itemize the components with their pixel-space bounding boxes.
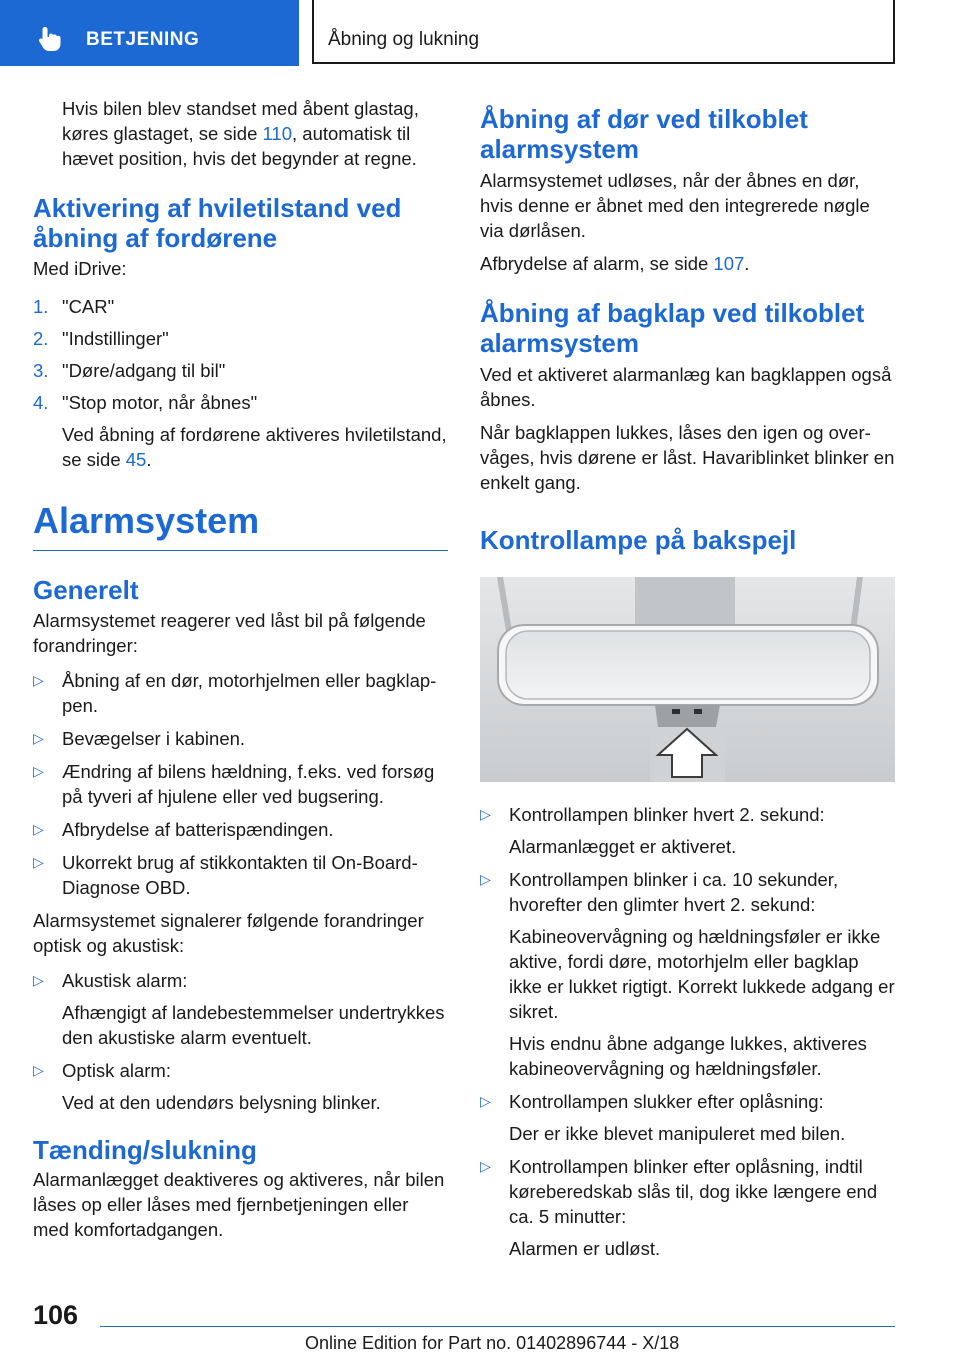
section-header (312, 0, 895, 64)
triangle-right-icon: ▷ (480, 806, 491, 822)
page-link[interactable]: 45 (125, 449, 147, 470)
triangle-right-icon: ▷ (33, 1062, 44, 1078)
list-item: ▷ Akustisk alarm: Afhængigt af landebestemmelser undertrykkes den akustiske alarm eventuelt. (33, 970, 445, 1048)
chapter-label: BETJENING (86, 29, 200, 50)
list-item: ▷ Kontrollampen blinker i ca. 10 sekunder, hvorefter den glimter hvert 2. sekund: Kabineovervågning og hældningsføler er ikke aktive, fordi døre, motorhjelm eller bagklap ikke er lukket rigtigt. Korrekt lukkede adgang er sikret. Hvis endnu åbne adgange lukkes, aktiveres kabineovervågning og hældningsføler. (480, 869, 895, 1079)
hvile-heading: Aktivering af hviletilstand ved åbning af fordørene (33, 193, 402, 253)
door-text: Alarmsystemet udløses, når der åbnes en dør, hvis denne er åbnet med den integrerede nøgle via dørlåsen. (480, 170, 870, 241)
signal-text: Alarmsystemet signalerer følgende forandringer optisk og akustisk: (33, 910, 424, 956)
page-link[interactable]: 110 (262, 123, 293, 144)
list-item: ▷ Ændring af bilens hældning, f.eks. ved forsøg på tyveri af hjulene eller ved bugsering. (33, 761, 435, 807)
taending-text: Alarmanlægget deaktiveres og aktiveres, når bilen låses op eller låses med fjernbetjeningen eller med komfortadgangen. (33, 1169, 445, 1240)
triangle-right-icon: ▷ (480, 1158, 491, 1174)
generelt-text: Alarmsystemet reagerer ved låst bil på følgende forandringer: (33, 610, 426, 656)
lamp-heading: Kontrollampe på bakspejl (480, 525, 797, 555)
left-column (33, 96, 448, 1250)
chapter-tab[interactable] (0, 0, 299, 66)
bagklap-text-2: Når bagklappen lukkes, låses den igen og overvåges, hvis dørene er låst. Havariblinket blinker en enkelt gang. (480, 422, 895, 493)
list-item: 2. "Indstillinger" (33, 328, 169, 349)
idrive-label: Med iDrive: (33, 258, 127, 279)
triangle-right-icon: ▷ (33, 972, 44, 988)
triangle-right-icon: ▷ (33, 730, 44, 746)
list-item: 1. "CAR" (33, 296, 115, 317)
door-heading: Åbning af dør ved tilkoblet alarmsystem (480, 104, 808, 164)
change-list (33, 668, 448, 900)
list-item: ▷ Afbrydelse af batterispændingen. (33, 819, 334, 840)
list-item: ▷ Ukorrekt brug af stikkontakten til On-Board-Diagnose OBD. (33, 852, 418, 898)
right-column (480, 104, 895, 1269)
signal-list (33, 968, 448, 1115)
list-item: ▷ Kontrollampen slukker efter oplåsning: Der er ikke blevet manipuleret med bilen. (480, 1091, 846, 1144)
list-item: 3. "Døre/adgang til bil" (33, 360, 226, 381)
heading-rule (33, 550, 448, 551)
list-item: ▷ Åbning af en dør, motorhjelmen eller bagklappen. (33, 670, 437, 716)
door-ref: Afbrydelse af alarm, se side 107. (480, 253, 750, 274)
triangle-right-icon: ▷ (33, 821, 44, 837)
list-item: 4. "Stop motor, når åbnes" Ved åbning af fordørene aktiveres hviletilstand, se side 45. (33, 392, 447, 470)
page-number: 106 (33, 1300, 79, 1330)
bagklap-text-1: Ved et aktiveret alarmanlæg kan bagklappen også åbnes. (480, 364, 892, 410)
generelt-heading: Generelt (33, 575, 139, 605)
list-item: ▷ Kontrollampen blinker efter oplåsning, indtil køreberedskab slås til, dog ikke længere end ca. 5 minutter: Alarmen er udløst. (480, 1156, 878, 1259)
list-item: ▷ Optisk alarm: Ved at den udendørs belysning blinker. (33, 1060, 381, 1113)
triangle-right-icon: ▷ (480, 871, 491, 887)
lamp-list (480, 802, 895, 1261)
footer-edition: Online Edition for Part no. 01402896744 - X/18 (305, 1333, 680, 1353)
triangle-right-icon: ▷ (480, 1093, 491, 1109)
footer-rule (100, 1326, 895, 1327)
page-link[interactable]: 107 (713, 253, 745, 274)
glastag-paragraph: Hvis bilen blev standset med åbent glastag, køres glastaget, se side 110, automatisk til hævet position, hvis det begynder at regne. (62, 98, 419, 169)
idrive-steps (33, 294, 448, 472)
alarm-heading: Alarmsystem (33, 500, 260, 541)
taending-heading: Tænding/slukning (33, 1135, 257, 1165)
section-title: Åbning og lukning (328, 29, 480, 50)
step-note: Ved åbning af fordørene aktiveres hviletilstand, se side 45. (62, 424, 447, 470)
page-header (0, 0, 960, 66)
triangle-right-icon: ▷ (33, 672, 44, 688)
rearview-mirror-illustration (480, 577, 895, 782)
bagklap-heading: Åbning af bagklap ved tilkoblet alarmsystem (480, 298, 865, 358)
triangle-right-icon: ▷ (33, 763, 44, 779)
list-item: ▷ Kontrollampen blinker hvert 2. sekund: Alarmanlægget er aktiveret. (480, 804, 825, 857)
hand-pointer-icon (36, 25, 64, 53)
list-item: ▷ Bevægelser i kabinen. (33, 728, 246, 749)
mirror-image (480, 577, 895, 782)
triangle-right-icon: ▷ (33, 854, 44, 870)
